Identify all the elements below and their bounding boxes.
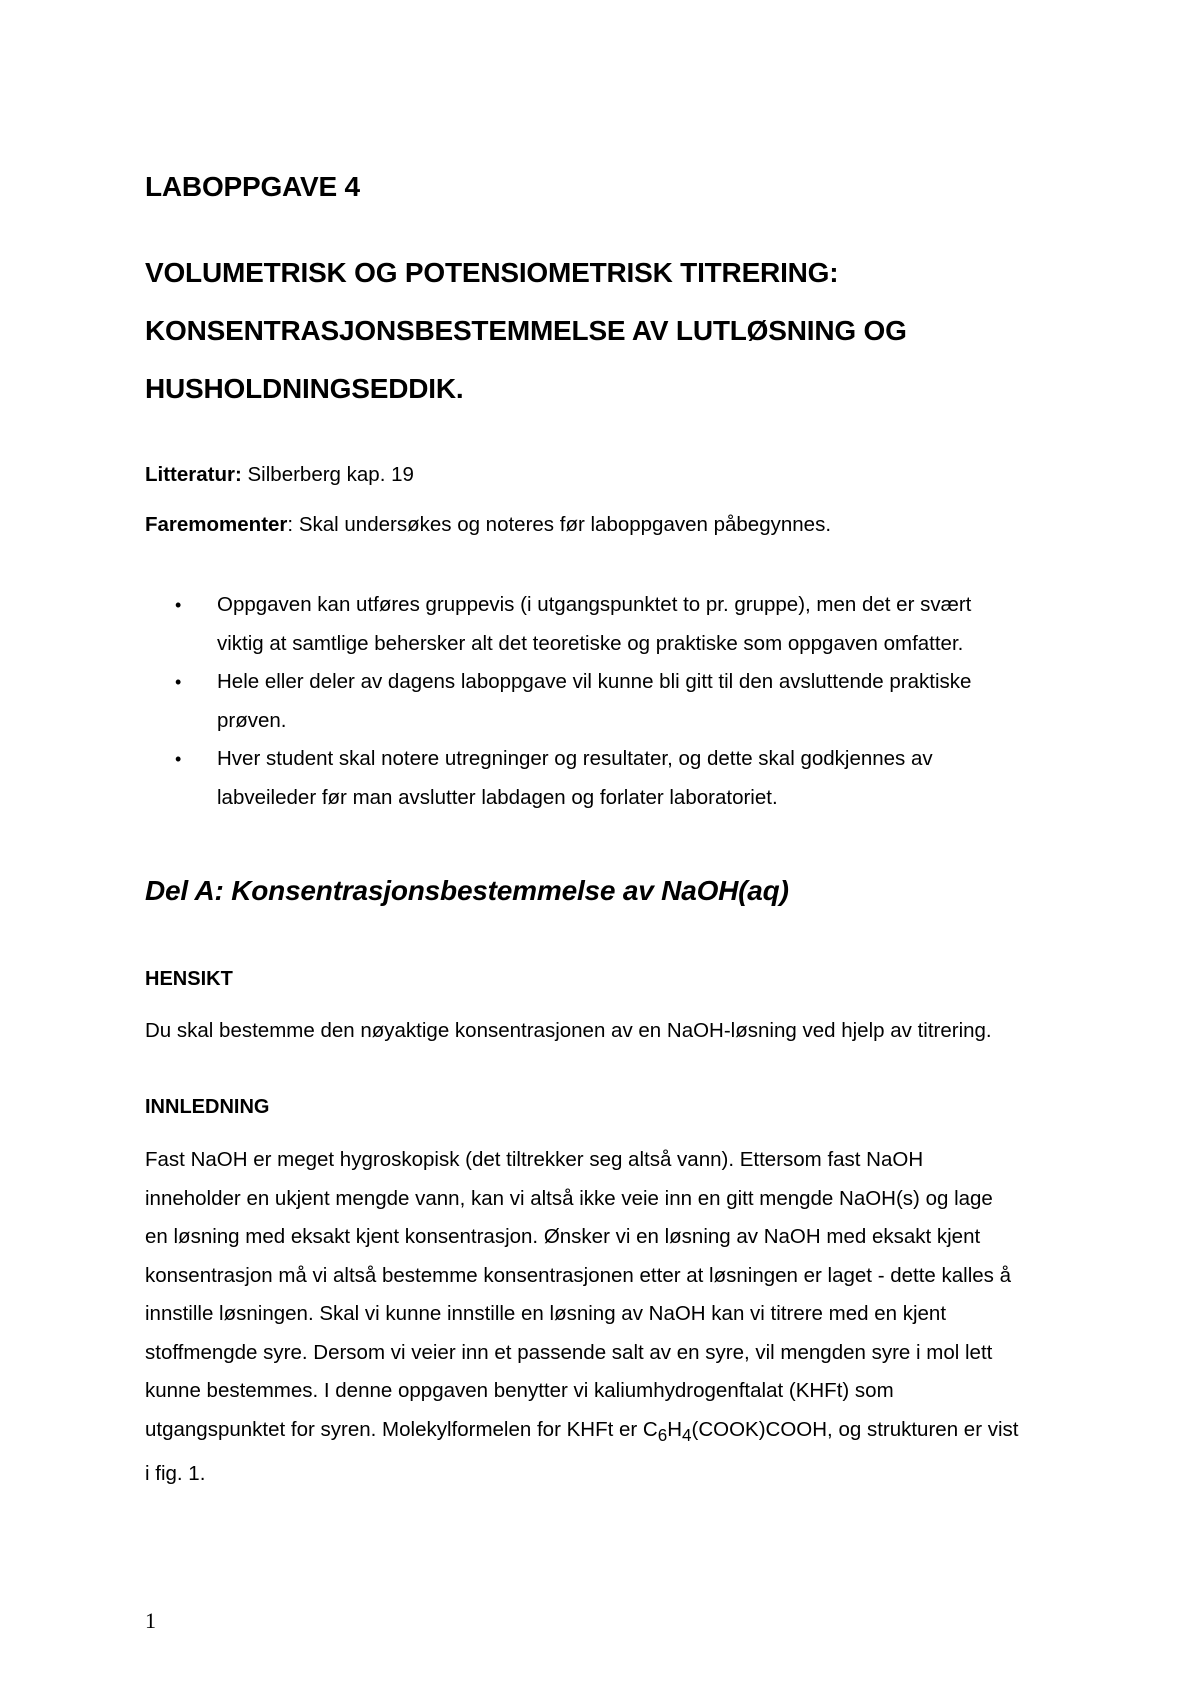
- document-title: LABOPPGAVE 4: [145, 171, 360, 202]
- purpose-heading: HENSIKT: [145, 968, 233, 990]
- formula-text-after: (COOK)COOH, og strukturen er vist: [691, 1417, 1019, 1441]
- intro-line: en løsning med eksakt kjent konsentrasjon. Ønsker vi en løsning av NaOH med eksakt kjent: [145, 1225, 981, 1248]
- formula-text-mid: H: [667, 1417, 683, 1441]
- intro-line: i fig. 1.: [145, 1462, 206, 1486]
- literature-label: Litteratur:: [145, 463, 242, 486]
- literature-value: Silberberg kap. 19: [241, 463, 414, 486]
- intro-line: kunne bestemmes. I denne oppgaven benytter vi kaliumhydrogenftalat (KHFt) som: [145, 1379, 894, 1402]
- subtitle-line: HUSHOLDNINGSEDDIK.: [145, 373, 464, 404]
- list-item-line: Oppgaven kan utføres gruppevis (i utgangspunktet to pr. gruppe), men det er svært: [217, 593, 972, 616]
- literature-line: [145, 463, 414, 487]
- subtitle-line: VOLUMETRISK OG POTENSIOMETRISK TITRERING:: [145, 257, 839, 288]
- list-item-line: labveileder før man avslutter labdagen og forlater laboratoriet.: [217, 785, 778, 809]
- hazards-label: Faremomenter: [145, 513, 288, 536]
- list-item-line: Hele eller deler av dagens laboppgave vil kunne bli gitt til den avsluttende praktiske: [217, 670, 972, 693]
- list-item: [145, 740, 1100, 817]
- bullet-icon: •: [175, 749, 182, 769]
- formula-line: [145, 1411, 1105, 1456]
- intro-line: Fast NaOH er meget hygroskopisk (det tiltrekker seg altså vann). Ettersom fast NaOH: [145, 1148, 924, 1171]
- list-item-line: viktig at samtlige behersker alt det teoretiske og praktiske som oppgaven omfatter.: [217, 631, 964, 655]
- hazards-line: [145, 513, 831, 537]
- section-a-heading: Del A: Konsentrasjonsbestemmelse av NaOH(aq): [145, 875, 789, 906]
- formula-text-before: utgangspunktet for syren. Molekylformelen for KHFt er C: [145, 1417, 658, 1441]
- intro-line: konsentrasjon må vi altså bestemme konsentrasjonen etter at løsningen er laget - dette kalles å: [145, 1263, 1012, 1287]
- instruction-list: [145, 586, 1100, 817]
- formula-subscript: 6: [657, 1425, 668, 1445]
- formula-subscript: 4: [682, 1425, 692, 1445]
- list-item: [145, 663, 1100, 740]
- list-item: [145, 586, 1100, 663]
- intro-heading: INNLEDNING: [145, 1096, 270, 1118]
- intro-line: stoffmengde syre. Dersom vi veier inn et passende salt av en syre, vil mengden syre i mol lett: [145, 1340, 993, 1364]
- subtitle-line: KONSENTRASJONSBESTEMMELSE AV LUTLØSNING OG: [145, 315, 907, 346]
- intro-line: innstille løsningen. Skal vi kunne innstille en løsning av NaOH kan vi titrere med en kjent: [145, 1302, 947, 1325]
- hazards-value: : Skal undersøkes og noteres før laboppgaven påbegynnes.: [287, 513, 832, 536]
- list-item-line: prøven.: [217, 708, 287, 732]
- page-number: 1: [145, 1608, 156, 1633]
- document-subtitle: [145, 244, 907, 418]
- intro-paragraph: [145, 1141, 1105, 1494]
- purpose-text: Du skal bestemme den nøyaktige konsentrasjonen av en NaOH-løsning ved hjelp av titrering.: [145, 1019, 992, 1042]
- bullet-icon: •: [175, 595, 182, 615]
- list-item-line: Hver student skal notere utregninger og resultater, og dette skal godkjennes av: [217, 747, 933, 770]
- intro-line: inneholder en ukjent mengde vann, kan vi altså ikke veie inn en gitt mengde NaOH(s) og lage: [145, 1186, 993, 1210]
- bullet-icon: •: [175, 672, 182, 692]
